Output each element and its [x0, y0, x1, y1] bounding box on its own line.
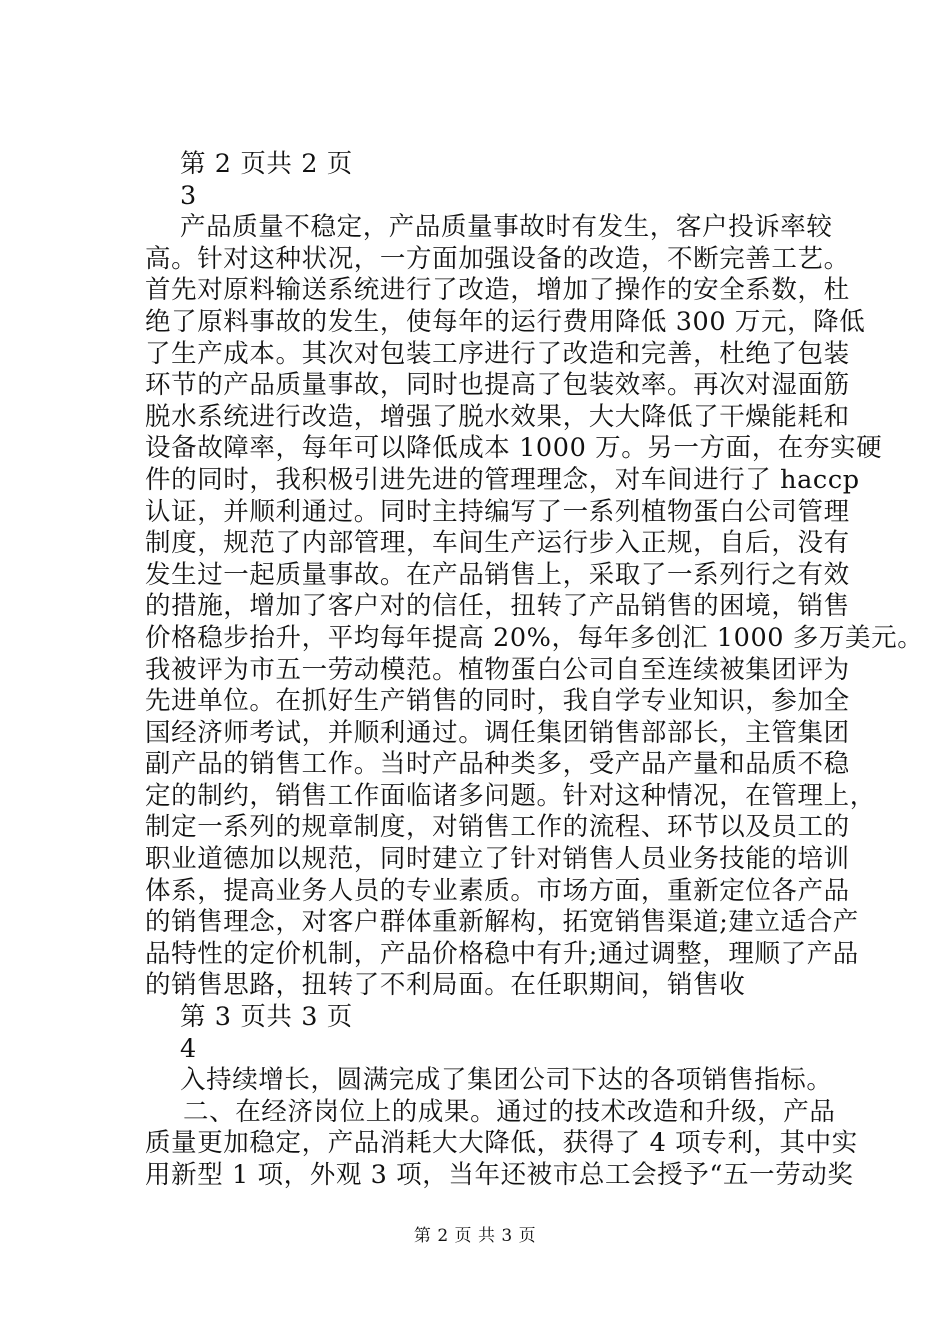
document-body [145, 149, 924, 1192]
paragraph-line: 发生过一起质量事故。在产品销售上，采取了一系列行之有效 [145, 559, 850, 590]
paragraph-line: 认证，并顺利通过。同时主持编写了一系列植物蛋白公司管理 [145, 496, 850, 527]
paragraph-line: 定的制约，销售工作面临诸多问题。针对这种情况，在管理上， [145, 780, 876, 811]
paragraph-line: 制度，规范了内部管理，车间生产运行步入正规，自后，没有 [145, 528, 850, 559]
paragraph-line: 脱水系统进行改造，增强了脱水效果，大大降低了干燥能耗和 [145, 401, 850, 432]
paragraph-line: 产品质量不稳定，产品质量事故时有发生，客户投诉率较 [180, 212, 833, 243]
paragraph-line: 国经济师考试，并顺利通过。调任集团销售部部长，主管集团 [145, 717, 850, 748]
paragraph-line: 品特性的定价机制，产品价格稳中有升;通过调整，理顺了产品 [145, 938, 859, 969]
paragraph-line: 绝了原料事故的发生，使每年的运行费用降低 300 万元，降低 [145, 306, 866, 337]
paragraph-line: 高。针对这种状况，一方面加强设备的改造，不断完善工艺。 [145, 243, 850, 274]
paragraph-line: 的措施，增加了客户对的信任，扭转了产品销售的困境，销售 [145, 591, 850, 622]
paragraph-line: 入持续增长，圆满完成了集团公司下达的各项销售指标。 [180, 1065, 833, 1096]
paragraph-line: 我被评为市五一劳动模范。植物蛋白公司自至连续被集团评为 [145, 654, 850, 685]
paragraph-line: 件的同时，我积极引进先进的管理理念，对车间进行了 haccp [145, 464, 860, 495]
paragraph-line: 体系，提高业务人员的专业素质。市场方面，重新定位各产品 [145, 875, 850, 906]
paragraph-line: 副产品的销售工作。当时产品种类多，受产品产量和品质不稳 [145, 749, 850, 780]
paragraph-line: 了生产成本。其次对包装工序进行了改造和完善，杜绝了包装 [145, 338, 850, 369]
page-footer: 第 2 页 共 3 页 [413, 1226, 537, 1246]
page-number: 3 [180, 180, 197, 211]
paragraph-line: 用新型 1 项，外观 3 项，当年还被市总工会授予“五一劳动奖 [145, 1160, 854, 1190]
page-number: 4 [180, 1033, 197, 1064]
paragraph-line: 首先对原料输送系统进行了改造，增加了操作的安全系数，杜 [145, 275, 850, 306]
paragraph-line: 职业道德加以规范，同时建立了针对销售人员业务技能的培训 [145, 844, 850, 875]
paragraph-line: 质量更加稳定，产品消耗大大降低，获得了 4 项专利，其中实 [145, 1128, 858, 1159]
paragraph-line: 制定一系列的规章制度，对销售工作的流程、环节以及员工的 [145, 812, 850, 843]
page-marker: 第 2 页共 2 页 [180, 149, 353, 179]
paragraph-line: 价格稳步抬升，平均每年提高 20%，每年多创汇 1000 多万美元。 [145, 622, 924, 653]
paragraph-line: 的销售理念，对客户群体重新解构，拓宽销售渠道;建立适合产 [145, 907, 859, 938]
paragraph-line: 环节的产品质量事故，同时也提高了包装效率。再次对湿面筋 [145, 370, 850, 401]
paragraph-line: 二、在经济岗位上的成果。通过的技术改造和升级，产品 [183, 1096, 836, 1127]
paragraph-line: 先进单位。在抓好生产销售的同时，我自学专业知识，参加全 [145, 686, 850, 717]
paragraph-line: 设备故障率，每年可以降低成本 1000 万。另一方面，在夯实硬 [145, 433, 883, 464]
page-marker: 第 3 页共 3 页 [180, 1002, 353, 1033]
paragraph-line: 的销售思路，扭转了不利局面。在任职期间，销售收 [145, 970, 746, 1001]
